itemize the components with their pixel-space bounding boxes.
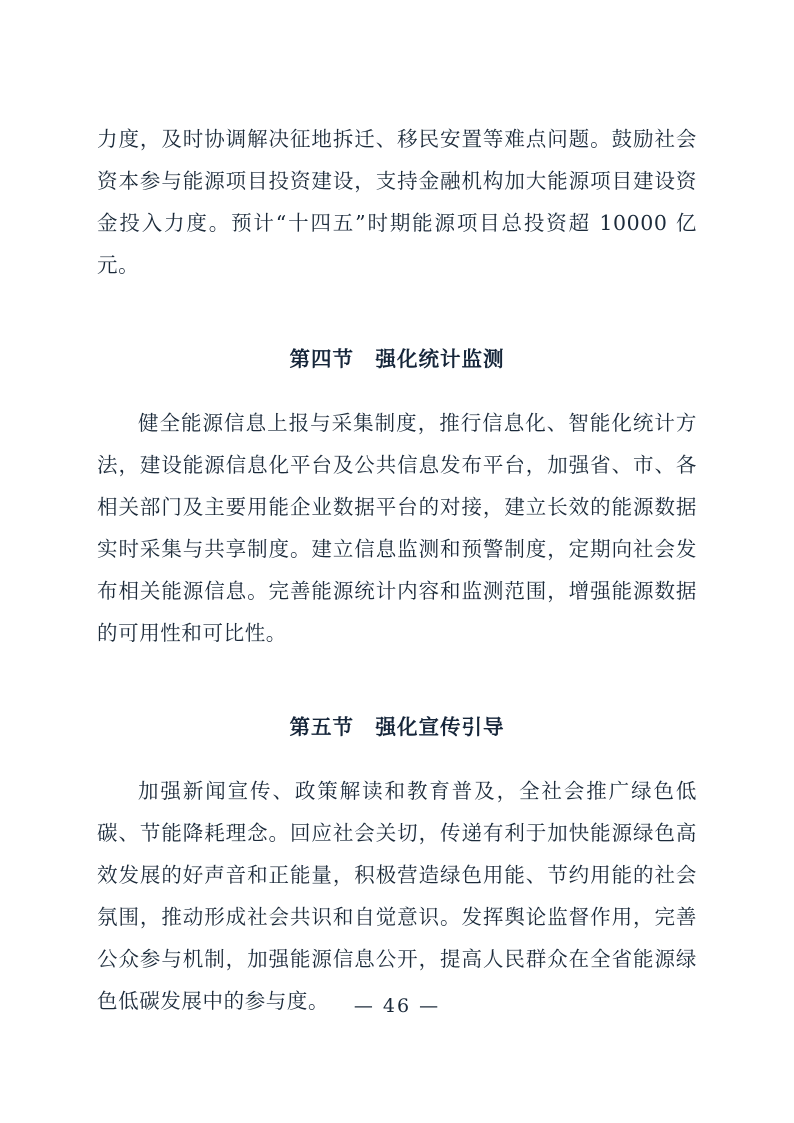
page-footer <box>0 995 794 1017</box>
section-heading-statistics: 第四节 强化统计监测 <box>289 347 505 371</box>
section-heading-publicity: 第五节 强化宣传引导 <box>289 715 505 739</box>
paragraph-statistics-body: 健全能源信息上报与采集制度，推行信息化、智能化统计方法，建设能源信息化平台及公共信息发布平台，加强省、市、各相关部门及主要用能企业数据平台的对接，建立长效的能源数据实时采集与共享制度。建立信息监测和预警制度，定期向社会发布相关能源信息。完善能源统计内容和监测范围，增强能源数据的可用性和可比性。 <box>97 411 697 645</box>
spacer <box>97 654 697 680</box>
page-number: — 46 — <box>353 995 441 1017</box>
spacer <box>97 286 697 312</box>
page-content <box>97 118 697 1022</box>
paragraph-publicity-body: 加强新闻宣传、政策解读和教育普及，全社会推广绿色低碳、节能降耗理念。回应社会关切，传递有利于加快能源绿色高效发展的好声音和正能量，积极营造绿色用能、节约用能的社会氛围，推动形成社会共识和自觉意识。发挥舆论监督作用，完善公众参与机制，加强能源信息公开，提高人民群众在全省能源绿色低碳发展中的参与度。 <box>97 779 697 1013</box>
paragraph-continued: 力度，及时协调解决征地拆迁、移民安置等难点问题。鼓励社会资本参与能源项目投资建设，支持金融机构加大能源项目建设资金投入力度。预计“十四五”时期能源项目总投资超 10000 亿元。 <box>97 127 697 277</box>
